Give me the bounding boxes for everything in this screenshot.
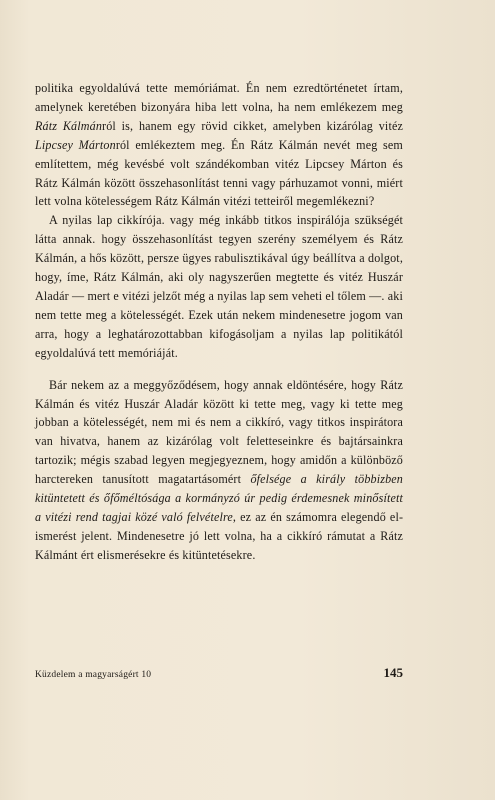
text-run: politika egyoldalúvá tette memóriámat. Én nem ezredtörténetet írtam, amelynek keretében bizonyára hiba lett volna, ha nem emlékezem meg [35,81,403,114]
italic-text: Lipcsey Márton [35,137,116,152]
body-text [35,79,403,565]
text-run: A nyilas lap cikkírója. vagy még inkább titkos inspirálója szükségét látta annak. hogy összehasonlítást tegyen szerény személyem és Rátz Kálmán, a hős között, persze ügyes rabulisztikával úgy beállítva a dolgot, hogy, íme, Rátz Kálmán, aki oly nagyszerűen megtette és vitéz Huszár Aladár — mert e vitézi jelzőt még a nyilas lap sem veheti el tőlem —. aki nem tette meg a kötelességét. Ezek után nekem mindenesetre jogom van arra, hogy a leghatározottabban kifogásoljam a nyilas lap politikától egyoldalúvá tett memóriáját. [35,213,403,360]
text-run: ról is, hanem egy rövid cikket, amelyben kizárólag vitéz [102,118,403,133]
page-footer [35,665,403,681]
text-run: ról emlékeztem meg. Én Rátz Kálmán nevét meg sem említettem, még kevésbé volt szándékomban vitéz Lipcsey Márton és Rátz Kálmán között összehasonlítást tenni vagy párhuzamot vonni, miért lett volna kötelességem Rátz Kálmán vitézi tetteiről megemlékezni? [35,137,403,209]
paragraph [35,79,403,211]
paragraph-gap [35,363,403,376]
text-run: , ez az én számomra elegendő elismerést jelent. Mindenesetre jó lett volna, ha a cikkíró rámutat a Rátz Kálmánt ért elismerésekre és kitüntetésekre. [35,509,403,562]
italic-text: őfelsége a király többizben kitüntetett és őfőméltósága a kormányzó úr pedig érdemesnek minősített a vitézi rend tagjai közé való felvételre [35,472,404,524]
paragraph [35,211,403,362]
italic-text: Rátz Kálmán [35,118,103,133]
text-run: Bár nekem az a meggyőződésem, hogy annak eldöntésére, hogy Rátz Kálmán és vitéz Huszár Aladár között ki tette meg, vagy ki tette meg jobban a kötelességét, nem mi és nem a cikkíró, vagy titkos inspirátora van hivatva, hanem az kizárólag volt feletteseinkre és bajtársainkra tartozik; mégis szabad legyen megjegyeznem, hogy amidőn a különböző harctereken tanusított magatartásomért [35,377,403,487]
footer-signature: Küzdelem a magyarságért 10 [35,670,152,680]
paragraph [35,376,403,565]
page-number: 145 [383,665,403,680]
